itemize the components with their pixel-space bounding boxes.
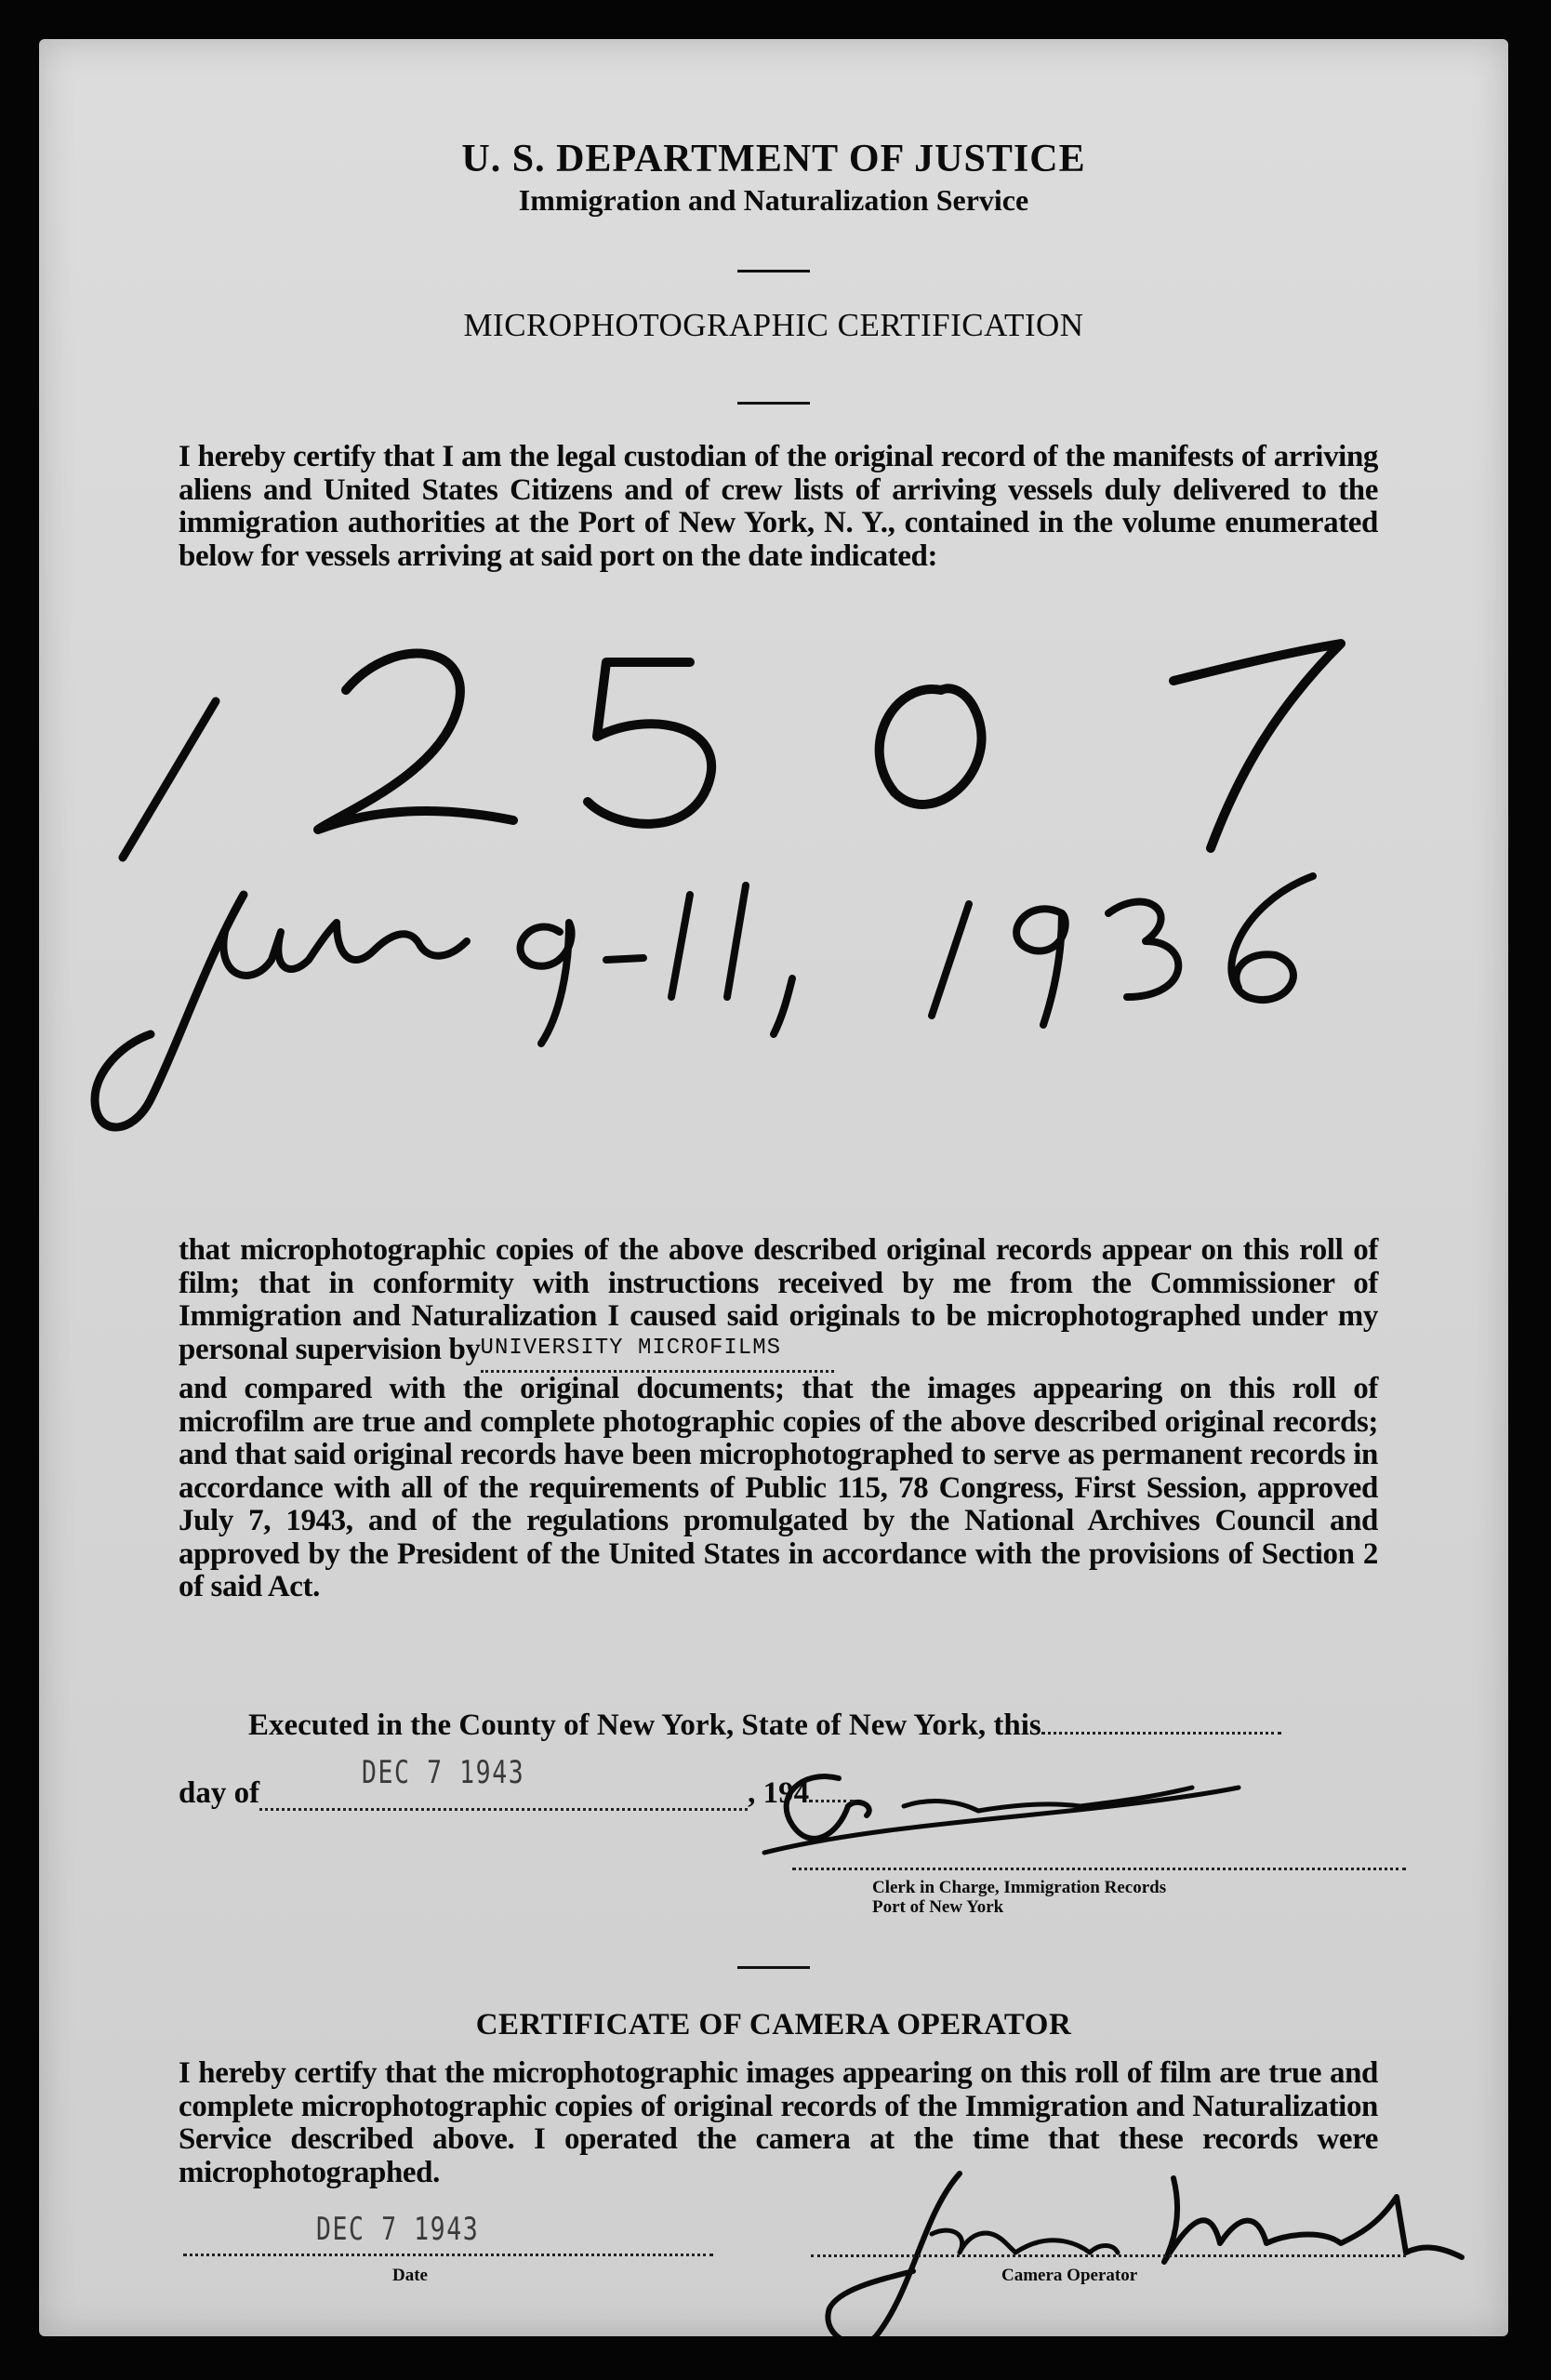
microfilm-statement-lead (179, 1234, 1378, 1373)
clerk-title-line1: Clerk in Charge, Immigration Records (872, 1878, 1167, 1897)
camera-certificate-statement (179, 2057, 1378, 2189)
day-of-label: day of (179, 1776, 260, 1810)
divider-rule (737, 1966, 810, 1969)
clerk-title (872, 1878, 1166, 1917)
custodian-statement (179, 441, 1378, 573)
camera-operator-label: Camera Operator (1001, 2266, 1138, 2285)
camera-certificate-heading: CERTIFICATE OF CAMERA OPERATOR (475, 2008, 1072, 2041)
microfilm-statement (179, 1234, 1378, 1604)
department-title: U. S. DEPARTMENT OF JUSTICE (461, 138, 1086, 180)
camera-certificate-text: I hereby certify that the microphotographic images appearing on this roll of film are true and complete microphotographic copies of original records of the Immigration and Naturalization Service described above. I operated the camera at the time that these records were microphotographed. (179, 2056, 1378, 2189)
camera-operator-signature-line (811, 2214, 1406, 2257)
date-stamp: DEC 7 1943 (316, 2211, 480, 2248)
divider-rule (737, 402, 810, 405)
handwriting-layer (39, 39, 1508, 2336)
certificate-page (39, 39, 1508, 2336)
date-field (183, 2211, 713, 2256)
executed-text: Executed in the County of New York, State of New York, this (248, 1709, 1041, 1742)
year-blank (809, 1800, 854, 1802)
microfilm-statement-lead-text: that microphotographic copies of the above described original records appear on this roll of film; that in conformity with instructions received by me from the Commissioner of Immigration and Naturalization I caused said originals to be microphotographed under my personal supervision by (179, 1233, 1378, 1366)
day-of-line (179, 1754, 854, 1811)
handwritten-volume-number (123, 644, 1341, 858)
clerk-title-line2: Port of New York (872, 1897, 1004, 1917)
filmed-by-field (481, 1334, 834, 1374)
microfilm-statement-rest: and compared with the original documents; that the images appearing on this roll of microfilm are true and complete photographic copies of the above described original records; and that said original records have been microphotographed to serve as permanent records in accordance with all of the requirements of Public 115, 78 Congress, First Session, approved July 7, 1943, and of the regulations promulgated by the National Archives Council and approved by the President of the United States in accordance with the provisions of Section 2 of said Act. (179, 1372, 1378, 1603)
year-prefix: , 194 (748, 1776, 810, 1810)
filmed-by-value: UNIVERSITY MICROFILMS (480, 1335, 781, 1361)
executed-day-blank (1041, 1732, 1281, 1735)
certification-heading: MICROPHOTOGRAPHIC CERTIFICATION (463, 307, 1084, 343)
clerk-signature-line (792, 1868, 1406, 1870)
service-subtitle: Immigration and Naturalization Service (518, 183, 1029, 217)
day-of-stamp: DEC 7 1943 (362, 1754, 525, 1791)
custodian-statement-text: I hereby certify that I am the legal custodian of the original record of the manifests of arriving aliens and United States Citizens and of crew lists of arriving vessels duly delivered to the immigration authorities at the Port of New York, N. Y., contained in the volume enumerated below for vessels arriving at said port on the date indicated: (179, 440, 1378, 573)
executed-line (248, 1709, 1281, 1743)
handwritten-dates (95, 876, 1313, 1127)
day-of-field (259, 1754, 748, 1811)
date-label: Date (392, 2266, 428, 2285)
divider-rule (737, 270, 810, 273)
